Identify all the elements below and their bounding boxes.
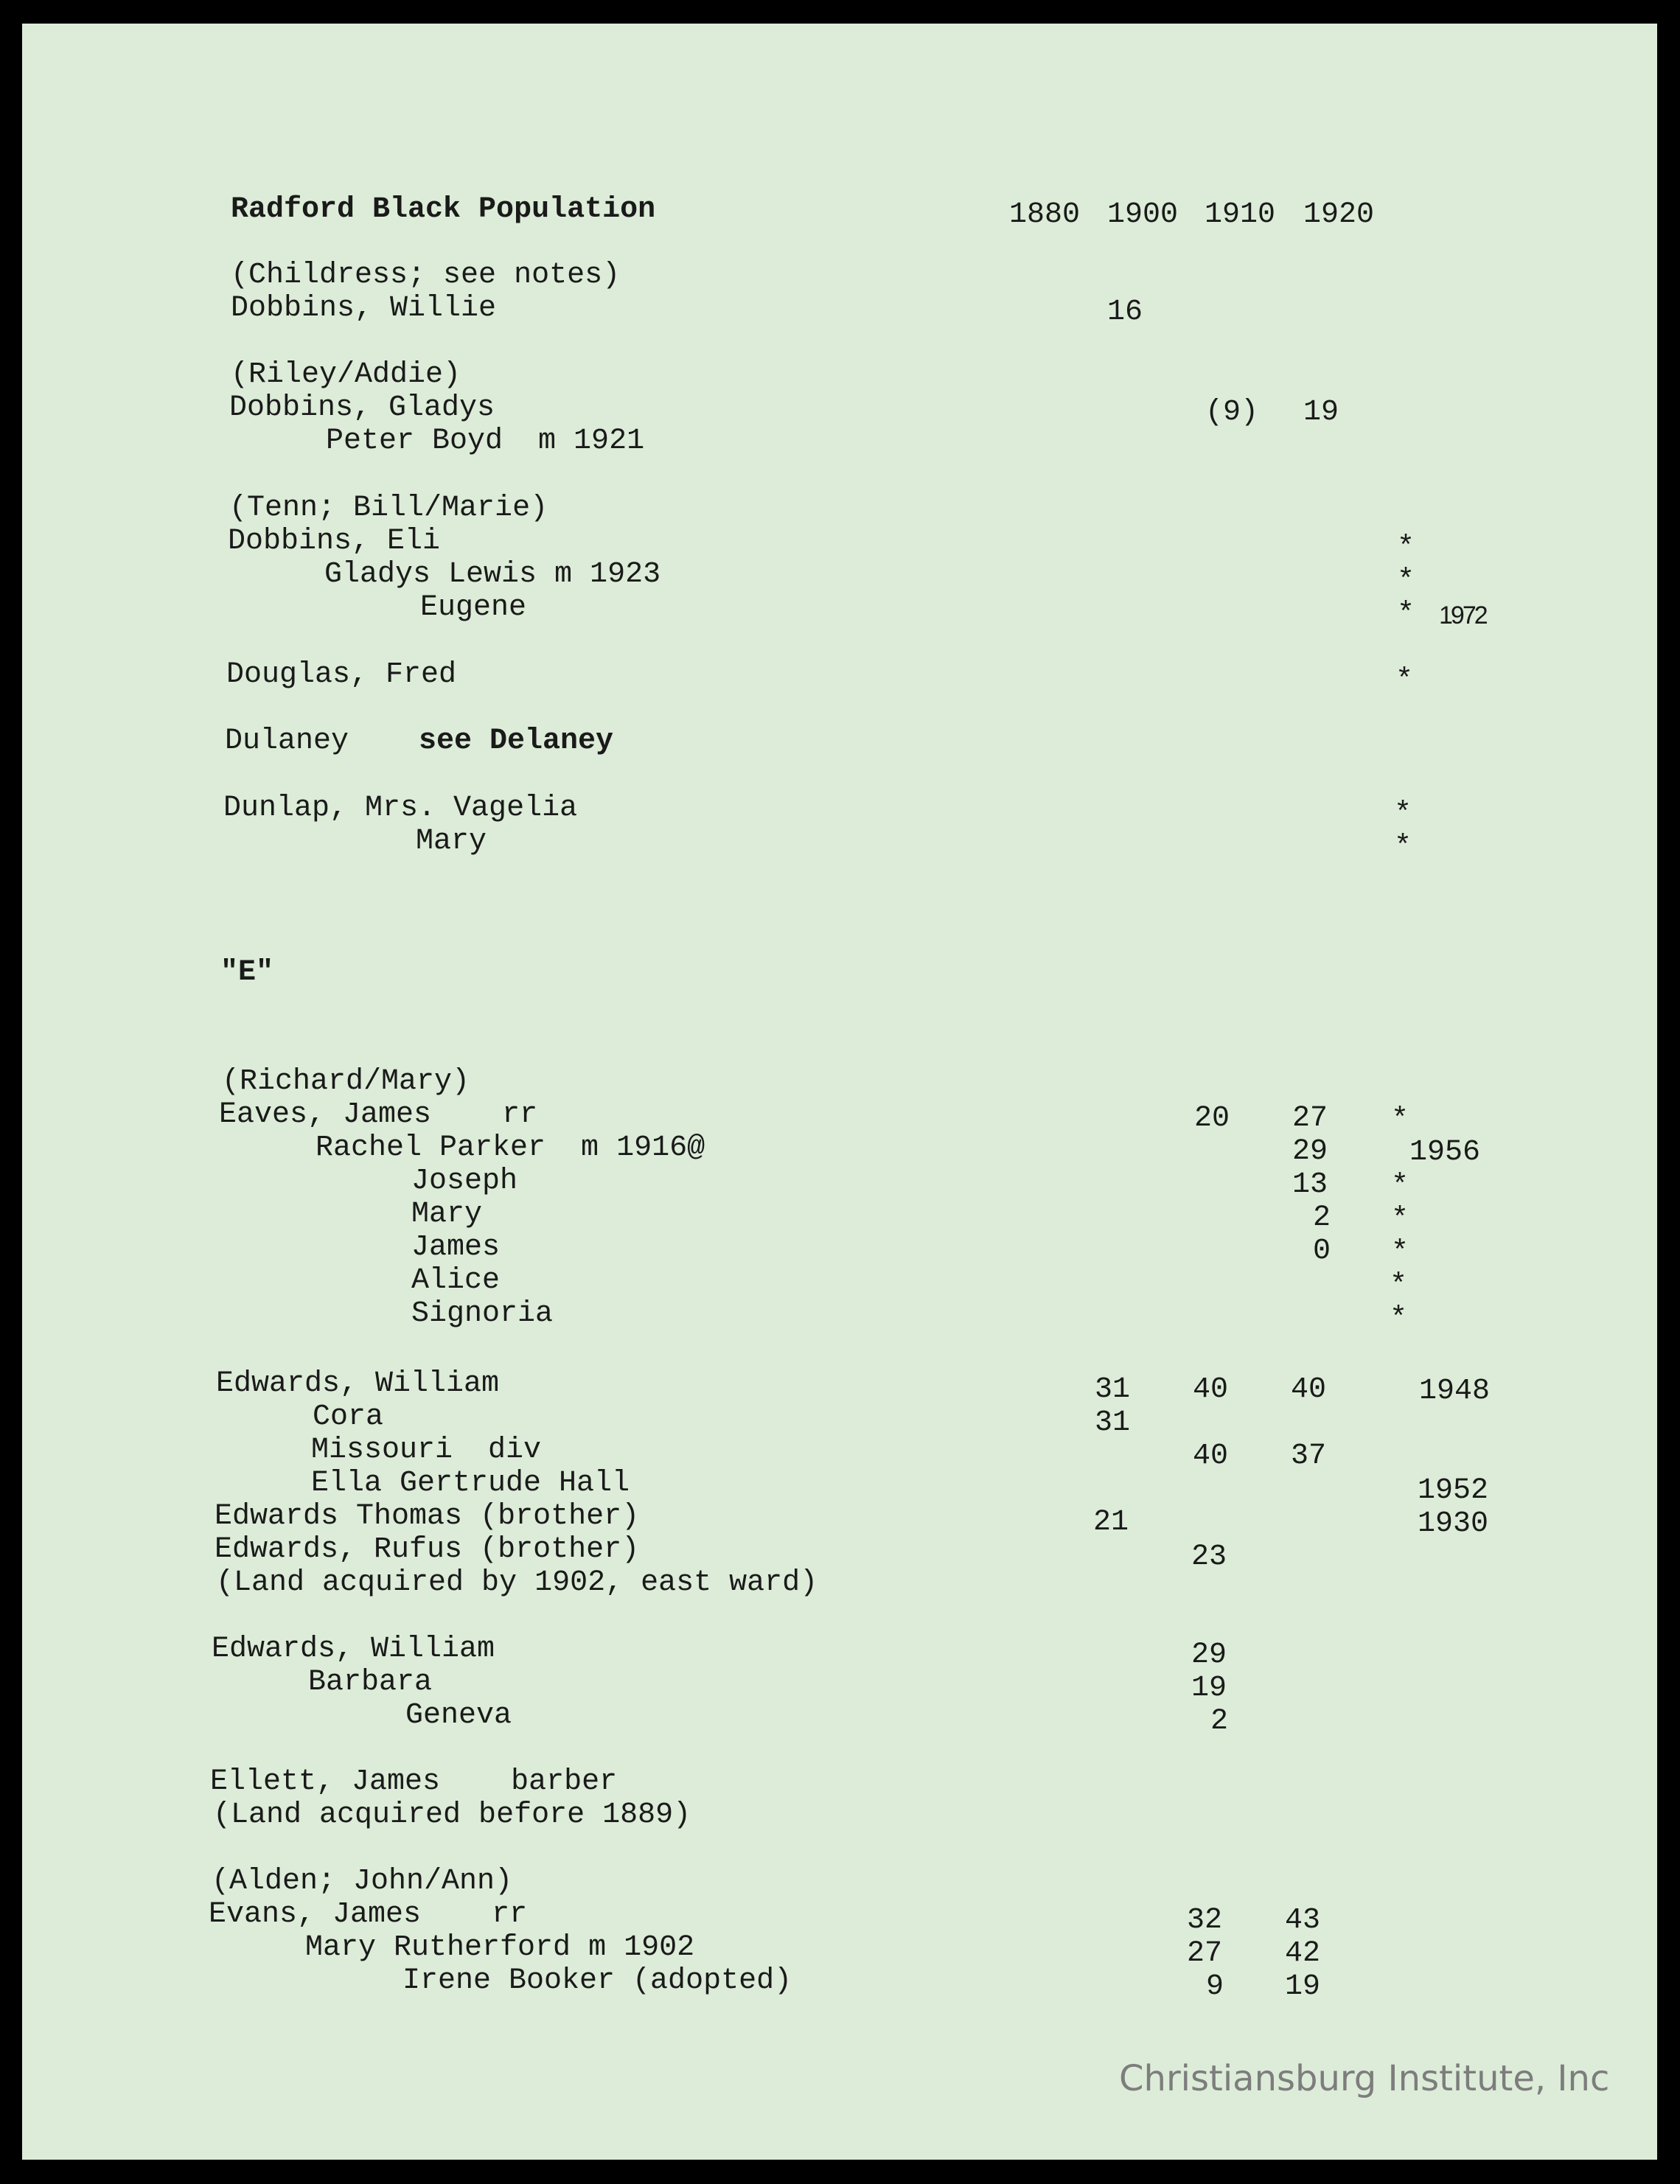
- presence-mark: *: [1391, 1170, 1409, 1203]
- presence-mark: *: [1397, 598, 1415, 631]
- entry-name: Dunlap, Mrs. Vagelia: [223, 792, 578, 825]
- entry-spouse: Gladys Lewis m 1923: [324, 558, 661, 591]
- value-1920: 27: [1292, 1102, 1328, 1135]
- death-year: 1956: [1409, 1136, 1481, 1169]
- child-name: James: [411, 1231, 501, 1264]
- entry-spouse: Rachel Parker m 1916@: [316, 1131, 705, 1165]
- year-header-1920: 1920: [1303, 198, 1375, 231]
- entry-child: Eugene: [420, 591, 527, 624]
- value-1900: 31: [1095, 1406, 1131, 1440]
- entry-name: Dobbins, Gladys: [229, 391, 495, 425]
- value-1920: 13: [1292, 1168, 1328, 1201]
- value-1900: 16: [1107, 296, 1143, 329]
- child-name: Signoria: [411, 1297, 554, 1330]
- watermark: Christiansburg Institute, Inc: [1119, 2058, 1610, 2099]
- entry-name: Ellett, James barber: [210, 1765, 618, 1799]
- entry-note: (Alden; John/Ann): [212, 1865, 513, 1898]
- entry-note: (Richard/Mary): [222, 1065, 470, 1098]
- death-year: 1952: [1418, 1474, 1489, 1507]
- value-1910: 20: [1194, 1102, 1230, 1135]
- entry-note: (Tenn; Bill/Marie): [229, 492, 548, 525]
- value-1910: 23: [1191, 1541, 1227, 1574]
- page-title: Radford Black Population: [231, 193, 656, 226]
- entry-child: Irene Booker (adopted): [402, 1964, 792, 1998]
- presence-mark: *: [1395, 664, 1414, 697]
- presence-mark: *: [1391, 1236, 1409, 1269]
- entry-name: Douglas, Fred: [226, 658, 457, 691]
- entry-spouse: Ella Gertrude Hall: [311, 1467, 630, 1500]
- entry-spouse: Cora: [313, 1400, 384, 1434]
- section-heading: "E": [220, 956, 274, 989]
- value-1920: 29: [1292, 1135, 1328, 1168]
- child-name: Joseph: [411, 1165, 518, 1198]
- value-1910: 40: [1193, 1373, 1229, 1406]
- entry-relative: Edwards, Rufus (brother): [215, 1533, 640, 1566]
- value-1910: 27: [1187, 1937, 1223, 1970]
- value-1920: 40: [1291, 1373, 1327, 1406]
- entry-name: Edwards, William: [212, 1633, 495, 1666]
- entry-relative: Edwards Thomas (brother): [215, 1500, 640, 1533]
- presence-mark: *: [1394, 831, 1412, 864]
- value-1920: 37: [1291, 1440, 1327, 1473]
- entry-name: Dulaney: [225, 725, 349, 758]
- value-1900: 21: [1093, 1506, 1129, 1539]
- land-note: (Land acquired by 1902, east ward): [216, 1566, 818, 1599]
- value-1910: 2: [1210, 1705, 1229, 1738]
- year-header-1900: 1900: [1107, 198, 1179, 231]
- entry-spouse: Barbara: [308, 1666, 433, 1699]
- document-page: [22, 24, 1657, 2160]
- cross-reference: see Delaney: [419, 725, 614, 758]
- presence-mark: *: [1390, 1269, 1408, 1302]
- presence-mark: *: [1394, 798, 1412, 831]
- presence-mark: *: [1390, 1302, 1408, 1336]
- death-year: 1930: [1418, 1507, 1489, 1541]
- entry-child: Geneva: [405, 1699, 512, 1732]
- value-1910: 9: [1206, 1970, 1224, 2003]
- value-1910: 40: [1193, 1440, 1229, 1473]
- value-1920: 2: [1313, 1201, 1331, 1235]
- land-note: (Land acquired before 1889): [213, 1799, 691, 1832]
- presence-mark: *: [1391, 1203, 1409, 1236]
- value-1910: 29: [1191, 1639, 1227, 1672]
- entry-name: Eaves, James rr: [219, 1098, 538, 1131]
- value-1920: 42: [1285, 1937, 1321, 1970]
- entry-name: Edwards, William: [216, 1367, 500, 1400]
- child-name: Mary: [411, 1198, 483, 1231]
- value-1920: 19: [1303, 396, 1339, 429]
- entry-spouse: Missouri div: [311, 1434, 542, 1467]
- value-1920: 19: [1285, 1970, 1321, 2003]
- entry-spouse: Peter Boyd m 1921: [326, 425, 645, 458]
- death-year: 1948: [1419, 1375, 1491, 1408]
- entry-name: Evans, James rr: [209, 1898, 528, 1931]
- value-1910: (9): [1205, 396, 1259, 429]
- presence-mark: *: [1391, 1103, 1409, 1137]
- entry-name: Dobbins, Eli: [228, 525, 441, 558]
- year-header-1880: 1880: [1009, 198, 1081, 231]
- presence-mark: *: [1397, 565, 1415, 598]
- entry-child: Mary: [416, 825, 487, 858]
- child-name: Alice: [411, 1264, 501, 1297]
- value-1910: 32: [1187, 1904, 1223, 1937]
- entry-note: (Childress; see notes): [231, 259, 621, 292]
- entry-name: Dobbins, Willie: [231, 292, 497, 325]
- entry-spouse: Mary Rutherford m 1902: [305, 1931, 695, 1964]
- value-1920: 43: [1285, 1904, 1321, 1937]
- value-1900: 31: [1095, 1373, 1131, 1406]
- handwritten-year: 1972: [1439, 601, 1486, 629]
- year-header-1910: 1910: [1205, 198, 1276, 231]
- entry-note: (Riley/Addie): [231, 358, 461, 391]
- presence-mark: *: [1397, 531, 1415, 565]
- value-1910: 19: [1191, 1672, 1227, 1705]
- value-1920: 0: [1313, 1235, 1331, 1268]
